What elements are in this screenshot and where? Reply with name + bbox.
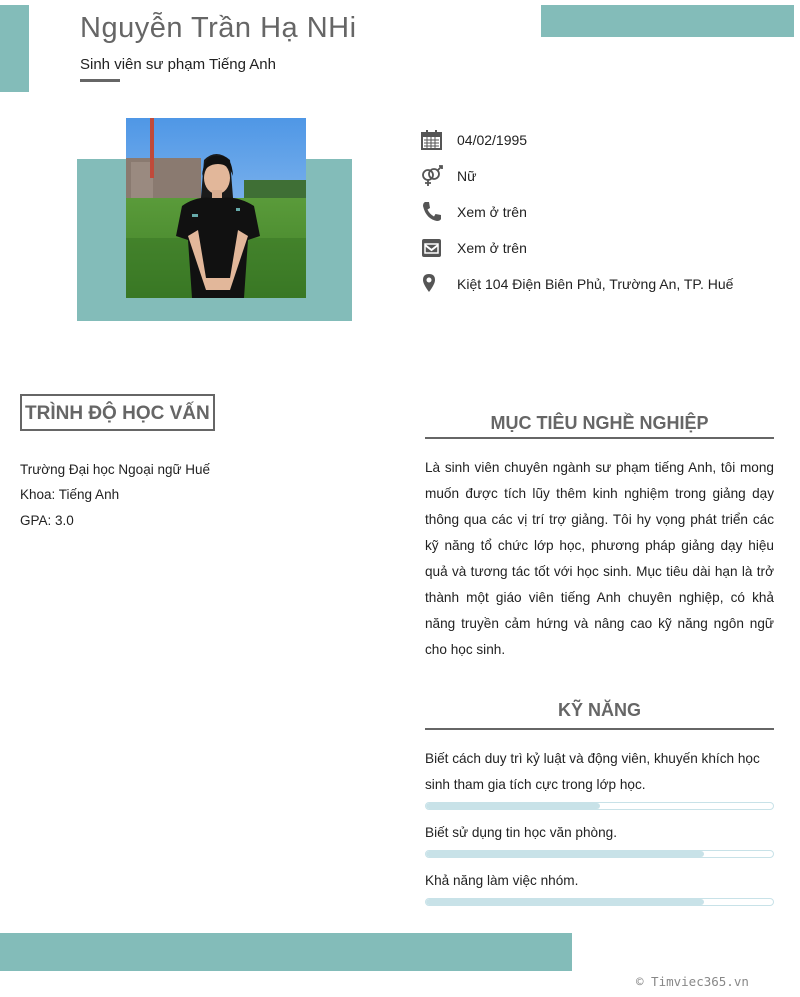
objective-divider [425, 437, 774, 439]
objective-text: Là sinh viên chuyên ngành sư phạm tiếng Anh, tôi mong muốn được tích lũy thêm kinh nghiệm trong giảng dạy thông qua các vị trí trợ giảng. Tôi hy vọng phát triển các kỹ năng tổ chức lớp học, phương pháp giảng dạy hiệu quả và tương tác tốt với học sinh. Mục tiêu dài hạn là trở thành một giáo viên tiếng Anh chuyên nghiệp, có khả năng truyền cảm hứng và nâng cao kỹ năng ngôn ngữ cho học sinh. [425, 460, 774, 657]
decorative-bar-top-right [541, 5, 794, 37]
birthdate-text: 04/02/1995 [457, 132, 528, 148]
skills-divider [425, 728, 774, 730]
address-text: Kiệt 104 Điện Biên Phủ, Trường An, TP. Huế [457, 276, 734, 292]
skill-item-teamwork: Khả năng làm việc nhóm. [425, 873, 579, 888]
education-heading: TRÌNH ĐỘ HỌC VẤN [20, 394, 215, 431]
skill-level-bar [425, 850, 774, 858]
education-faculty: Khoa: Tiếng Anh [20, 487, 120, 502]
profile-photo [126, 118, 306, 298]
gender-text: Nữ [457, 168, 477, 184]
skills-heading: KỸ NĂNG [557, 700, 641, 720]
skill-level-fill [426, 851, 704, 857]
skill-level-fill [426, 803, 600, 809]
location-icon [420, 272, 444, 296]
skill-item-discipline: Biết cách duy trì kỷ luật và động viên, khuyến khích học sinh tham gia tích cực trong lớp học. [425, 751, 760, 792]
decorative-bar-left [0, 5, 29, 92]
watermark-text: © Timviec365.vn [636, 974, 749, 989]
candidate-name: Nguyễn Trần Hạ NHi [80, 12, 357, 44]
education-school: Trường Đại học Ngoại ngữ Huế [20, 462, 211, 477]
objective-heading: MỤC TIÊU NGHỀ NGHIỆP [490, 413, 709, 433]
calendar-icon [420, 128, 444, 152]
skill-level-bar [425, 802, 774, 810]
skill-level-bar [425, 898, 774, 906]
phone-icon [420, 200, 444, 224]
education-gpa: GPA: 3.0 [20, 513, 74, 528]
email-icon [420, 236, 444, 260]
email-text: Xem ở trên [457, 240, 527, 256]
gender-icon [420, 164, 444, 188]
decorative-bar-bottom [0, 933, 572, 971]
title-underline [80, 79, 120, 82]
skill-level-fill [426, 899, 704, 905]
phone-text: Xem ở trên [457, 204, 527, 220]
candidate-title: Sinh viên sư phạm Tiếng Anh [80, 56, 276, 73]
skill-item-office: Biết sử dụng tin học văn phòng. [425, 825, 617, 840]
